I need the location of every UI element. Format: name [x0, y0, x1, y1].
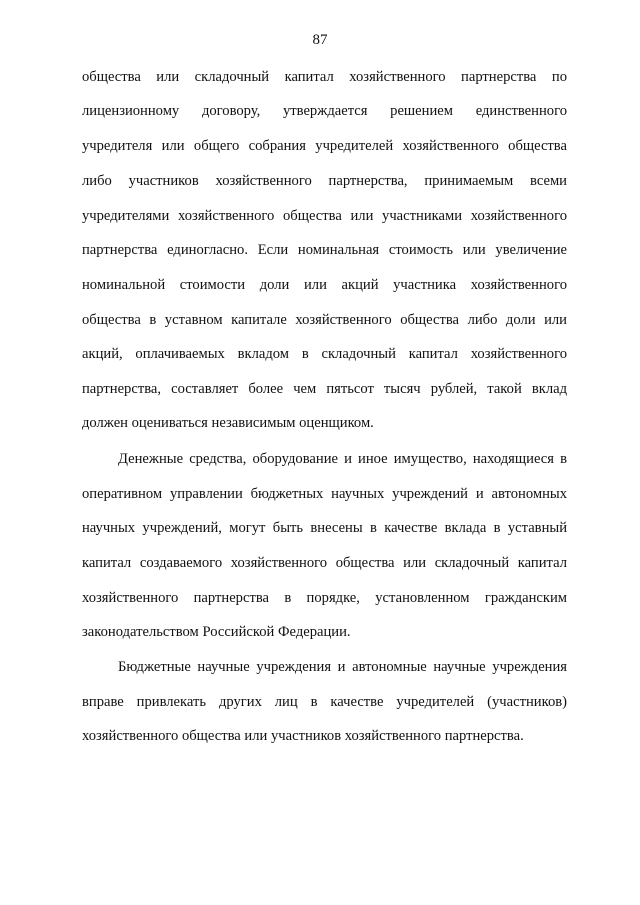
paragraph-1-line-5: учредителями хозяйственного общества или участниками хозяйственного — [82, 208, 567, 224]
paragraph-1-line-7: номинальной стоимости доли или акций участника хозяйственного — [82, 277, 567, 293]
paragraph-3-line-1: Бюджетные научные учреждения и автономные научные учреждения — [118, 659, 567, 675]
paragraph-2-line-6: законодательством Российской Федерации. — [82, 624, 351, 640]
paragraph-1-line-6: партнерства единогласно. Если номинальная стоимость или увеличение — [82, 242, 567, 258]
paragraph-1-line-8: общества в уставном капитале хозяйственного общества либо доли или — [82, 312, 567, 328]
paragraph-1-line-2: лицензионному договору, утверждается решением единственного — [82, 103, 567, 119]
paragraph-1-line-1: общества или складочный капитал хозяйственного партнерства по — [82, 69, 567, 85]
paragraph-2-line-2: оперативном управлении бюджетных научных учреждений и автономных — [82, 486, 567, 502]
paragraph-1-line-11: должен оцениваться независимым оценщиком. — [82, 415, 374, 431]
paragraph-3-line-2: вправе привлекать других лиц в качестве учредителей (участников) — [82, 694, 567, 710]
paragraph-1-line-9: акций, оплачиваемых вкладом в складочный капитал хозяйственного — [82, 346, 567, 362]
paragraph-1-line-3: учредителя или общего собрания учредителей хозяйственного общества — [82, 138, 567, 154]
paragraph-2-line-5: хозяйственного партнерства в порядке, установленном гражданским — [82, 590, 567, 606]
paragraph-3-line-3: хозяйственного общества или участников хозяйственного партнерства. — [82, 728, 524, 744]
paragraph-2-line-4: капитал создаваемого хозяйственного общества или складочный капитал — [82, 555, 567, 571]
paragraph-1-line-4: либо участников хозяйственного партнерства, принимаемым всеми — [82, 173, 567, 189]
paragraph-2-line-3: научных учреждений, могут быть внесены в качестве вклада в уставный — [82, 520, 567, 536]
paragraph-2-line-1: Денежные средства, оборудование и иное имущество, находящиеся в — [118, 451, 567, 467]
paragraph-1-line-10: партнерства, составляет более чем пятьсот тысяч рублей, такой вклад — [82, 381, 567, 397]
page-number: 87 — [312, 32, 328, 48]
